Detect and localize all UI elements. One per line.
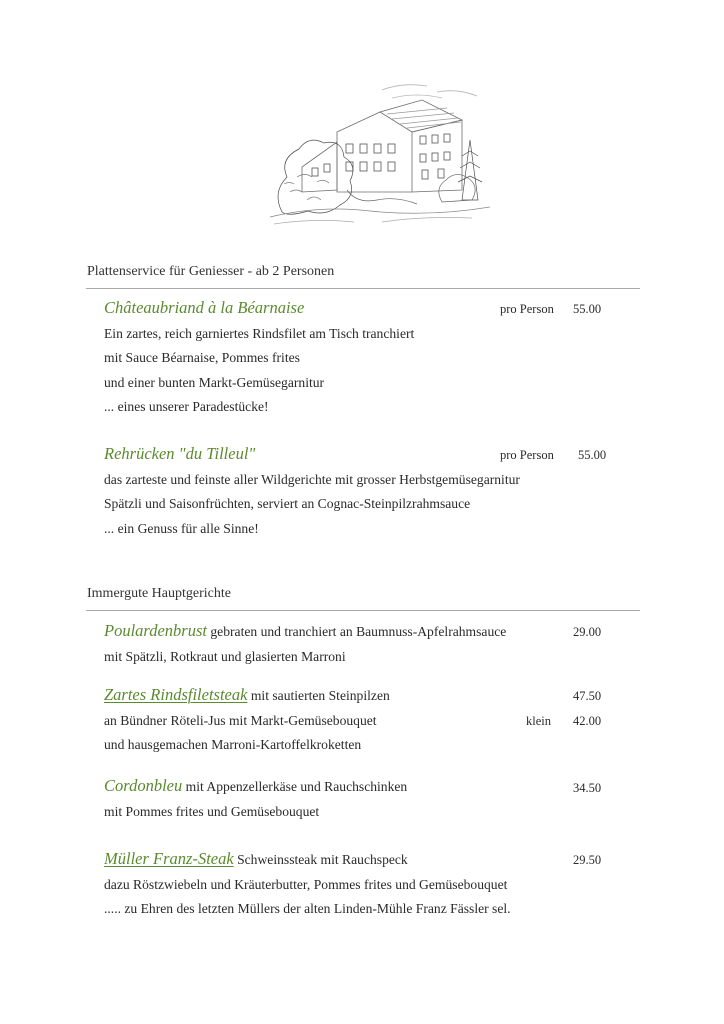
price-amount: 47.50 <box>573 689 602 703</box>
dish-description-line: Ein zartes, reich garniertes Rindsfilet am Tisch tranchiert <box>104 325 415 341</box>
dish-description-line: an Bündner Röteli-Jus mit Markt-Gemüsebouquet <box>104 712 377 728</box>
small-portion-label: klein <box>526 714 551 728</box>
dish-poulardenbrust <box>104 619 506 669</box>
dish-description-line: ..... zu Ehren des letzten Müllers der alten Linden-Mühle Franz Fässler sel. <box>104 901 511 916</box>
section-title-platter-service: Plattenservice für Geniesser - ab 2 Personen <box>87 264 335 279</box>
dish-name: Rehrücken "du Tilleul" <box>104 444 256 463</box>
dish-description-line: Spätzli und Saisonfrüchten, serviert an Cognac-Steinpilzrahmsauce <box>104 496 471 511</box>
price-label: pro Person <box>500 448 554 462</box>
dish-description-line: gebraten und tranchiert an Baumnuss-Apfelrahmsauce <box>206 624 507 639</box>
dish-description-line: mit Pommes frites und Gemüsebouquet <box>104 803 320 819</box>
dish-description-line: und einer bunten Markt-Gemüsegarnitur <box>104 374 325 390</box>
dish-name: Müller Franz-Steak <box>104 849 234 868</box>
dish-name: Cordonbleu <box>104 776 183 795</box>
price-amount: 34.50 <box>573 781 602 795</box>
dish-description-line: mit Appenzellerkäse und Rauchschinken <box>182 779 408 794</box>
dish-mueller-franz-steak <box>104 847 511 922</box>
dish-description-line: mit sautierten Steinpilzen <box>247 688 390 703</box>
dish-rindsfiletsteak <box>104 683 390 758</box>
price-amount: 55.00 <box>573 302 602 316</box>
dish-name: Poulardenbrust <box>104 621 207 640</box>
price-amount: 29.00 <box>573 625 602 639</box>
dish-description-line: ... eines unserer Paradestücke! <box>104 399 269 414</box>
dish-description-line: und hausgemachen Marroni-Kartoffelkroketten <box>104 737 362 752</box>
inn-sketch-illustration <box>262 72 494 232</box>
dish-name: Zartes Rindsfiletsteak <box>104 685 248 704</box>
small-portion-price: 42.00 <box>573 714 602 728</box>
dish-rehruecken <box>104 442 520 541</box>
price-amount: 55.00 <box>578 448 607 462</box>
dish-name: Châteaubriand à la Béarnaise <box>104 298 305 317</box>
dish-description-line: mit Spätzli, Rotkraut und glasierten Marroni <box>104 648 346 664</box>
section-divider <box>86 288 640 289</box>
dish-description-line: Schweinssteak mit Rauchspeck <box>233 852 408 867</box>
dish-description-line: ... ein Genuss für alle Sinne! <box>104 520 259 536</box>
dish-description-line: dazu Röstzwiebeln und Kräuterbutter, Pommes frites und Gemüsebouquet <box>104 876 508 892</box>
section-title-main-dishes: Immergute Hauptgerichte <box>87 586 231 601</box>
price-amount: 29.50 <box>573 853 602 867</box>
price-label: pro Person <box>500 302 554 316</box>
dish-chateaubriand <box>104 296 414 420</box>
dish-description-line: mit Sauce Béarnaise, Pommes frites <box>104 350 300 365</box>
section-divider <box>86 610 640 611</box>
dish-cordonbleu <box>104 774 407 824</box>
dish-description-line: das zarteste und feinste aller Wildgerichte mit grosser Herbstgemüsegarnitur <box>104 471 520 487</box>
